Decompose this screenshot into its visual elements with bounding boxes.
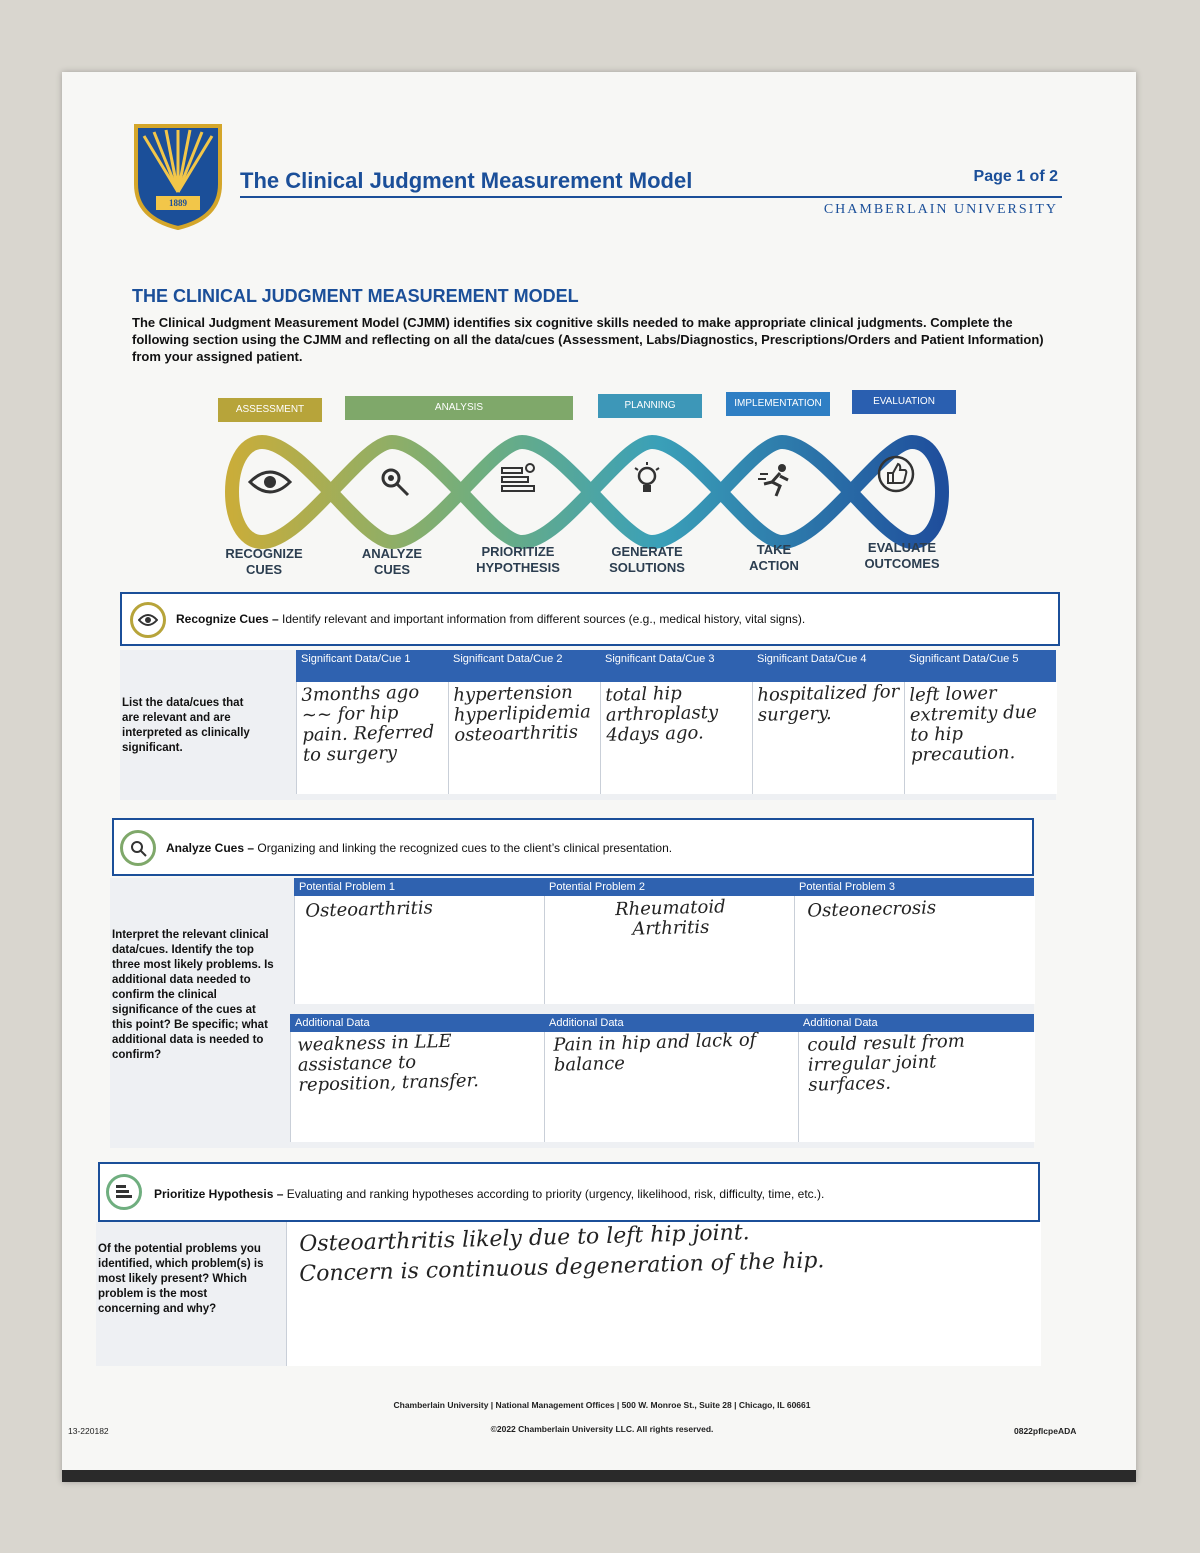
university-name: CHAMBERLAIN UNIVERSITY — [823, 202, 1058, 217]
cue-4-cell[interactable] — [752, 682, 905, 794]
stage-implementation: IMPLEMENTATION — [726, 392, 830, 416]
footer-right-code: 0822pflcpeADA — [1014, 1426, 1077, 1436]
prioritize-answer-cell[interactable] — [286, 1222, 1041, 1366]
additional-2-answer: Pain in hip and lack of balance — [553, 1029, 757, 1076]
page-number: Page 1 of 2 — [973, 168, 1058, 185]
eye-badge-icon — [130, 602, 166, 638]
problem-3-answer: Osteonecrosis — [807, 897, 937, 922]
cue-3-cell[interactable] — [600, 682, 753, 794]
prioritize-title: Prioritize Hypothesis – — [154, 1187, 284, 1201]
additional-3-header: Additional Data — [798, 1014, 1034, 1032]
stage-evaluation: EVALUATION — [852, 390, 956, 414]
problem-2-answer: Rheumatoid Arthritis — [614, 896, 726, 940]
additional-2-cell[interactable] — [544, 1029, 799, 1142]
cue-3-answer: total hip arthroplasty 4days ago. — [605, 682, 719, 746]
additional-1-header: Additional Data — [290, 1014, 544, 1032]
document-page — [62, 72, 1136, 1482]
recognize-title: Recognize Cues – — [176, 612, 279, 626]
cue-2-header: Significant Data/Cue 2 — [448, 650, 600, 682]
recognize-cues-header-box — [120, 592, 1060, 646]
header-title: The Clinical Judgment Measurement Model — [240, 168, 693, 193]
gear-magnifier-icon — [377, 464, 411, 498]
section-intro: The Clinical Judgment Measurement Model (CJMM) identifies six cognitive skills needed to make appropriate clinical judgments. Complete the following section using the CJMM and reflecting on all the data/cues (Assessment, Labs/Diagnostics, Prescriptions/Orders and Patient Information) from your assigned patient. — [132, 315, 1044, 364]
recognize-cues-table — [120, 650, 1056, 800]
additional-3-answer: could result from irregular joint surfaces. — [807, 1030, 966, 1096]
header-rule — [240, 196, 1062, 198]
prioritize-answer-line2: Concern is continuous degeneration of the hip. — [299, 1248, 825, 1287]
cue-1-cell[interactable] — [296, 682, 449, 794]
problem-2-header: Potential Problem 2 — [544, 878, 794, 896]
stage-planning: PLANNING — [598, 394, 702, 418]
page-bottom-shadow — [62, 1470, 1136, 1482]
additional-1-answer: weakness in LLE assistance to reposition, transfer. — [297, 1030, 480, 1096]
cue-2-answer: hypertension hyperlipidemia osteoarthritis — [453, 681, 592, 746]
problem-3-cell[interactable] — [794, 896, 1035, 1004]
cue-5-answer: left lower extremity due to hip precaution. — [909, 682, 1038, 766]
cjmm-helix-diagram — [212, 432, 972, 552]
cue-1-header: Significant Data/Cue 1 — [296, 650, 448, 682]
cue-5-header: Significant Data/Cue 5 — [904, 650, 1056, 682]
problem-1-header: Potential Problem 1 — [294, 878, 544, 896]
cue-3-header: Significant Data/Cue 3 — [600, 650, 752, 682]
step-generate-solutions: GENERATE SOLUTIONS — [609, 544, 685, 575]
step-take-action: TAKE ACTION — [749, 542, 799, 573]
analyze-desc: Organizing and linking the recognized cues to the client’s clinical presentation. — [257, 841, 673, 855]
university-logo — [132, 122, 224, 232]
prioritize-row-label: Of the potential problems you identified, which problem(s) is most likely present? Which problem is the most concerning and why? — [98, 1243, 264, 1315]
analyze-cues-table — [110, 878, 1034, 1148]
prioritize-answer-line1: Osteoarthritis likely due to left hip joint. — [299, 1220, 750, 1257]
footer-copyright: ©2022 Chamberlain University LLC. All rights reserved. — [490, 1424, 714, 1434]
cue-2-cell[interactable] — [448, 682, 601, 794]
prioritize-header-box — [98, 1162, 1040, 1222]
eye-icon — [248, 468, 292, 496]
problem-1-cell[interactable] — [294, 896, 545, 1004]
prioritize-table — [96, 1222, 1040, 1366]
section-title: THE CLINICAL JUDGMENT MEASUREMENT MODEL — [132, 286, 579, 306]
cue-4-answer: hospitalized for surgery. — [757, 681, 900, 726]
cue-1-answer: 3months ago ~~ for hip pain. Referred to surgery — [301, 681, 435, 766]
problem-2-cell[interactable] — [544, 896, 795, 1004]
step-analyze-cues: ANALYZE CUES — [361, 546, 423, 577]
priority-list-icon — [500, 462, 536, 498]
gear-badge-icon — [120, 830, 156, 866]
cue-5-cell[interactable] — [904, 682, 1057, 794]
footer-left-code: 13-220182 — [68, 1426, 109, 1436]
analyze-row-label: Interpret the relevant clinical data/cues. Identify the top three most likely problems. Is additional data needed to confirm the clinical significance of the cues at this point? Be specific; what additional data is needed to confirm? — [112, 929, 274, 1061]
additional-3-cell[interactable] — [798, 1032, 1035, 1142]
analyze-cues-header-box — [112, 818, 1034, 876]
stage-assessment: ASSESSMENT — [218, 398, 322, 422]
recognize-desc: Identify relevant and important information from different sources (e.g., medical history, vital signs). — [282, 612, 806, 626]
problem-1-answer: Osteoarthritis — [305, 897, 434, 922]
list-badge-icon — [106, 1174, 142, 1210]
problem-3-header: Potential Problem 3 — [794, 878, 1034, 896]
analyze-title: Analyze Cues – — [166, 841, 255, 855]
additional-1-cell[interactable] — [290, 1032, 545, 1142]
additional-2-header: Additional Data — [544, 1014, 798, 1032]
lightbulb-icon — [632, 460, 662, 500]
step-recognize-cues: RECOGNIZE CUES — [225, 546, 303, 577]
prioritize-desc: Evaluating and ranking hypotheses according to priority (urgency, likelihood, risk, difficulty, time, etc.). — [286, 1187, 825, 1201]
thumbs-up-icon — [876, 454, 916, 494]
running-person-icon — [758, 462, 794, 498]
logo-year: 1889 — [169, 198, 187, 208]
step-evaluate-outcomes: EVALUATE OUTCOMES — [864, 540, 940, 571]
stage-analysis: ANALYSIS — [345, 396, 573, 420]
recognize-row-label: List the data/cues that are relevant and are interpreted as clinically significant. — [122, 697, 250, 754]
footer-address: Chamberlain University | National Management Offices | 500 W. Monroe St., Suite 28 | Chicago, IL 60661 — [393, 1400, 811, 1410]
cue-4-header: Significant Data/Cue 4 — [752, 650, 904, 682]
step-prioritize-hypothesis: PRIORITIZE HYPOTHESIS — [476, 544, 560, 575]
